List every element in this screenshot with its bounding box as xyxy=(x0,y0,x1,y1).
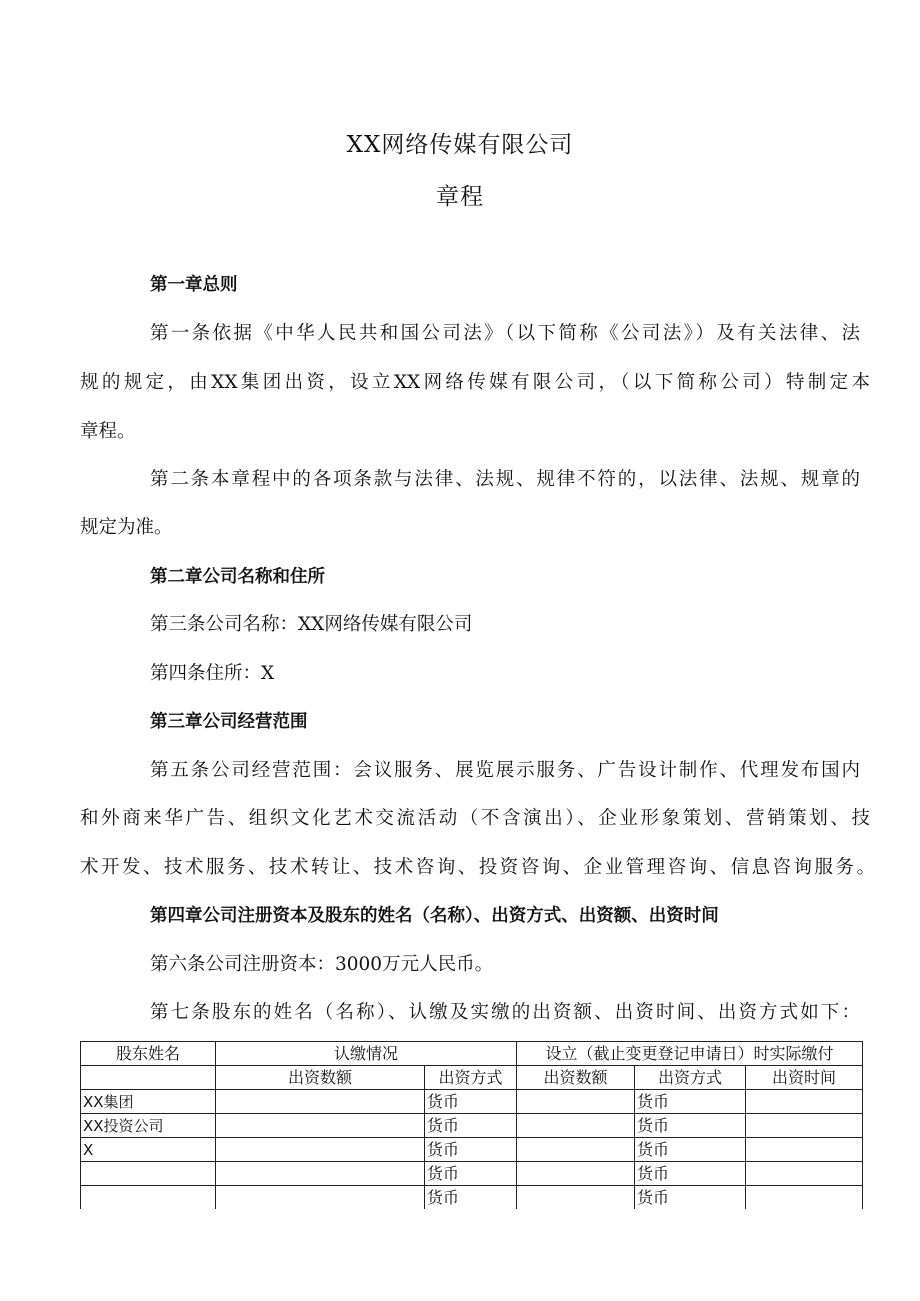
article-4: 第四条住所：X xyxy=(150,663,275,684)
shareholder-name xyxy=(81,1186,216,1210)
sub-amount xyxy=(216,1162,425,1186)
article-1-line-1: 第一条依据《中华人民共和国公司法》（以下简称《公司法》）及有关法律、法 xyxy=(150,323,860,344)
document-subtitle: 章程 xyxy=(436,184,484,210)
paid-time xyxy=(746,1162,863,1186)
sub-amount xyxy=(216,1186,425,1210)
table-row xyxy=(81,1090,863,1114)
article-3: 第三条公司名称：XX网络传媒有限公司 xyxy=(150,614,473,635)
article-2-line-2: 规定为准。 xyxy=(80,517,173,538)
paid-time xyxy=(746,1090,863,1114)
paid-method: 货币 xyxy=(635,1138,746,1162)
paid-method: 货币 xyxy=(635,1186,746,1210)
sub-method: 货币 xyxy=(425,1186,517,1210)
article-5-line-3: 术开发、技术服务、技术转让、技术咨询、投资咨询、企业管理咨询、信息咨询服务。 xyxy=(80,857,875,878)
shareholder-table xyxy=(80,1041,863,1209)
header-subscribed: 认缴情况 xyxy=(216,1042,517,1066)
table-subheader-row xyxy=(81,1066,863,1090)
article-7: 第七条股东的姓名（名称）、认缴及实缴的出资额、出资时间、出资方式如下： xyxy=(150,1002,860,1023)
paid-time xyxy=(746,1138,863,1162)
paid-method: 货币 xyxy=(635,1114,746,1138)
paid-amount xyxy=(517,1186,635,1210)
paid-time xyxy=(746,1114,863,1138)
table-row xyxy=(81,1186,863,1210)
header-sub-method: 出资方式 xyxy=(425,1066,517,1090)
paid-amount xyxy=(517,1114,635,1138)
table-header-row xyxy=(81,1042,863,1066)
sub-amount xyxy=(216,1138,425,1162)
chapter-3-heading: 第三章公司经营范围 xyxy=(150,712,308,732)
chapter-1-heading: 第一章总则 xyxy=(150,275,238,295)
table-row xyxy=(81,1114,863,1138)
document-title: XX网络传媒有限公司 xyxy=(346,132,574,158)
sub-method: 货币 xyxy=(425,1114,517,1138)
paid-amount xyxy=(517,1090,635,1114)
header-sub-amount: 出资数额 xyxy=(216,1066,425,1090)
sub-method: 货币 xyxy=(425,1162,517,1186)
article-1-line-2: 规的规定，由XX集团出资，设立XX网络传媒有限公司，（以下简称公司）特制定本 xyxy=(80,372,870,393)
header-paid-method: 出资方式 xyxy=(635,1066,746,1090)
table-row xyxy=(81,1138,863,1162)
paid-amount xyxy=(517,1162,635,1186)
shareholder-name: XX集团 xyxy=(81,1090,216,1114)
sub-method: 货币 xyxy=(425,1138,517,1162)
article-5-line-2: 和外商来华广告、组织文化艺术交流活动（不含演出）、企业形象策划、营销策划、技 xyxy=(80,808,870,829)
paid-time xyxy=(746,1186,863,1210)
header-paid-time: 出资时间 xyxy=(746,1066,863,1090)
shareholder-name: X xyxy=(81,1138,216,1162)
article-6: 第六条公司注册资本：3000万元人民币。 xyxy=(150,954,494,975)
header-paid-amount: 出资数额 xyxy=(517,1066,635,1090)
article-2-line-1: 第二条本章程中的各项条款与法律、法规、规律不符的，以法律、法规、规章的 xyxy=(150,469,860,490)
article-1-line-3: 章程。 xyxy=(80,421,136,442)
paid-method: 货币 xyxy=(635,1162,746,1186)
chapter-4-heading: 第四章公司注册资本及股东的姓名（名称）、出资方式、出资额、出资时间 xyxy=(150,906,719,926)
header-shareholder-name: 股东姓名 xyxy=(81,1042,216,1066)
sub-method: 货币 xyxy=(425,1090,517,1114)
header-paid: 设立（截止变更登记申请日）时实际缴付 xyxy=(517,1042,863,1066)
paid-method: 货币 xyxy=(635,1090,746,1114)
shareholder-name: XX投资公司 xyxy=(81,1114,216,1138)
article-5-line-1: 第五条公司经营范围：会议服务、展览展示服务、广告设计制作、代理发布国内 xyxy=(150,760,860,781)
sub-amount xyxy=(216,1090,425,1114)
sub-amount xyxy=(216,1114,425,1138)
paid-amount xyxy=(517,1138,635,1162)
shareholder-name xyxy=(81,1162,216,1186)
table-row xyxy=(81,1162,863,1186)
chapter-2-heading: 第二章公司名称和住所 xyxy=(150,567,325,587)
table-cell xyxy=(81,1066,216,1090)
